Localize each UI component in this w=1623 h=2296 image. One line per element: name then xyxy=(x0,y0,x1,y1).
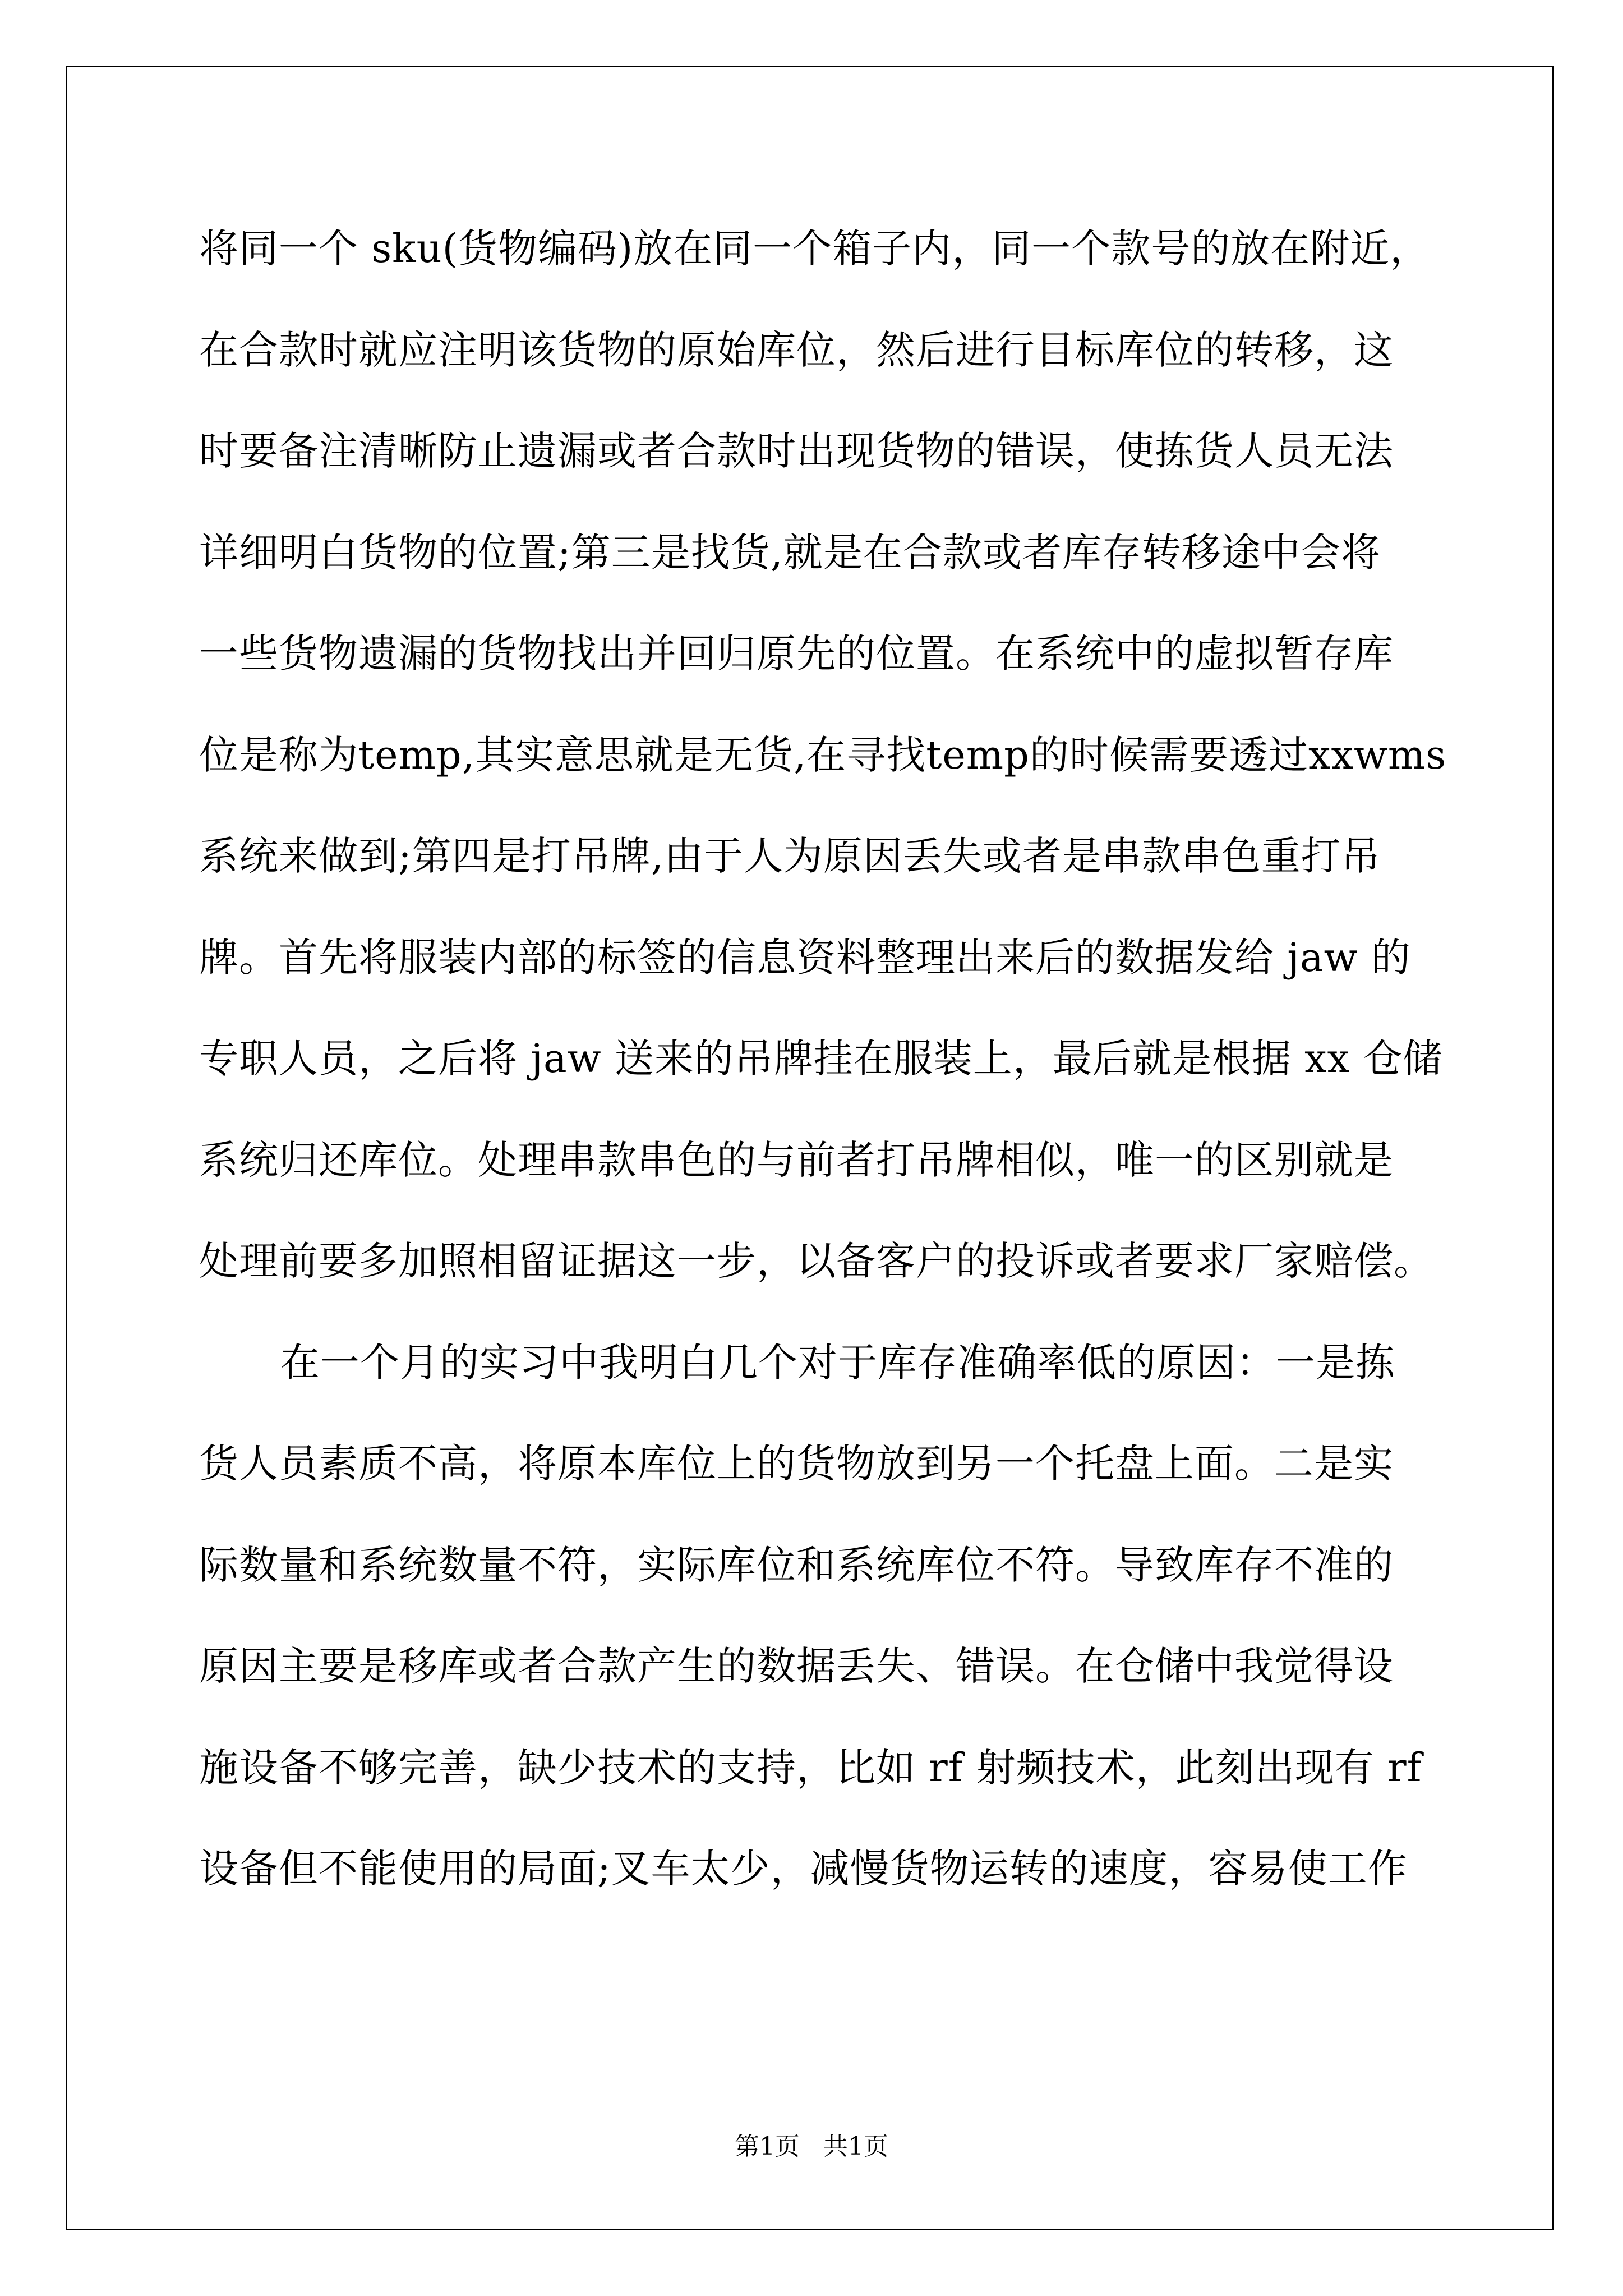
text-line: 时要备注清晰防止遗漏或者合款时出现货物的错误，使拣货人员无法 xyxy=(199,428,1394,474)
text-line: 一些货物遗漏的货物找出并回归原先的位置。在系统中的虚拟暂存库 xyxy=(199,631,1394,677)
text-line: 在合款时就应注明该货物的原始库位，然后进行目标库位的转移，这 xyxy=(199,326,1394,373)
text-line: 位是称为temp,其实意思就是无货,在寻找temp的时候需要透过xxwms xyxy=(199,731,1447,778)
page-number-footer: 第1页 共1页 xyxy=(735,2132,888,2161)
text-line: 货人员素质不高，将原本库位上的货物放到另一个托盘上面。二是实 xyxy=(199,1441,1394,1487)
text-line: 际数量和系统数量不符，实际库位和系统库位不符。导致库存不准的 xyxy=(199,1542,1394,1588)
text-line: 系统来做到;第四是打吊牌,由于人为原因丢失或者是串款串色重打吊 xyxy=(199,833,1381,879)
paragraph-first-line: 在一个月的实习中我明白几个对于库存准确率低的原因：一是拣 xyxy=(280,1339,1395,1386)
text-line: 详细明白货物的位置;第三是找货,就是在合款或者库存转移途中会将 xyxy=(199,529,1381,576)
text-line: 施设备不够完善，缺少技术的支持，比如 rf 射频技术，此刻出现有 rf xyxy=(199,1744,1422,1791)
text-line: 设备但不能使用的局面;叉车太少，减慢货物运转的速度，容易使工作 xyxy=(199,1846,1408,1892)
text-line: 牌。首先将服装内部的标签的信息资料整理出来后的数据发给 jaw 的 xyxy=(199,934,1411,981)
text-line: 处理前要多加照相留证据这一步，以备客户的投诉或者要求厂家赔偿。 xyxy=(199,1238,1433,1284)
text-line: 专职人员，之后将 jaw 送来的吊牌挂在服装上，最后就是根据 xx 仓储 xyxy=(199,1036,1443,1082)
text-line: 将同一个 sku(货物编码)放在同一个箱子内，同一个款号的放在附近， xyxy=(199,226,1430,272)
document-body xyxy=(199,218,1447,1939)
text-line: 系统归还库位。处理串款串色的与前者打吊牌相似，唯一的区别就是 xyxy=(199,1137,1394,1183)
text-line: 原因主要是移库或者合款产生的数据丢失、错误。在仓储中我觉得设 xyxy=(199,1643,1394,1689)
